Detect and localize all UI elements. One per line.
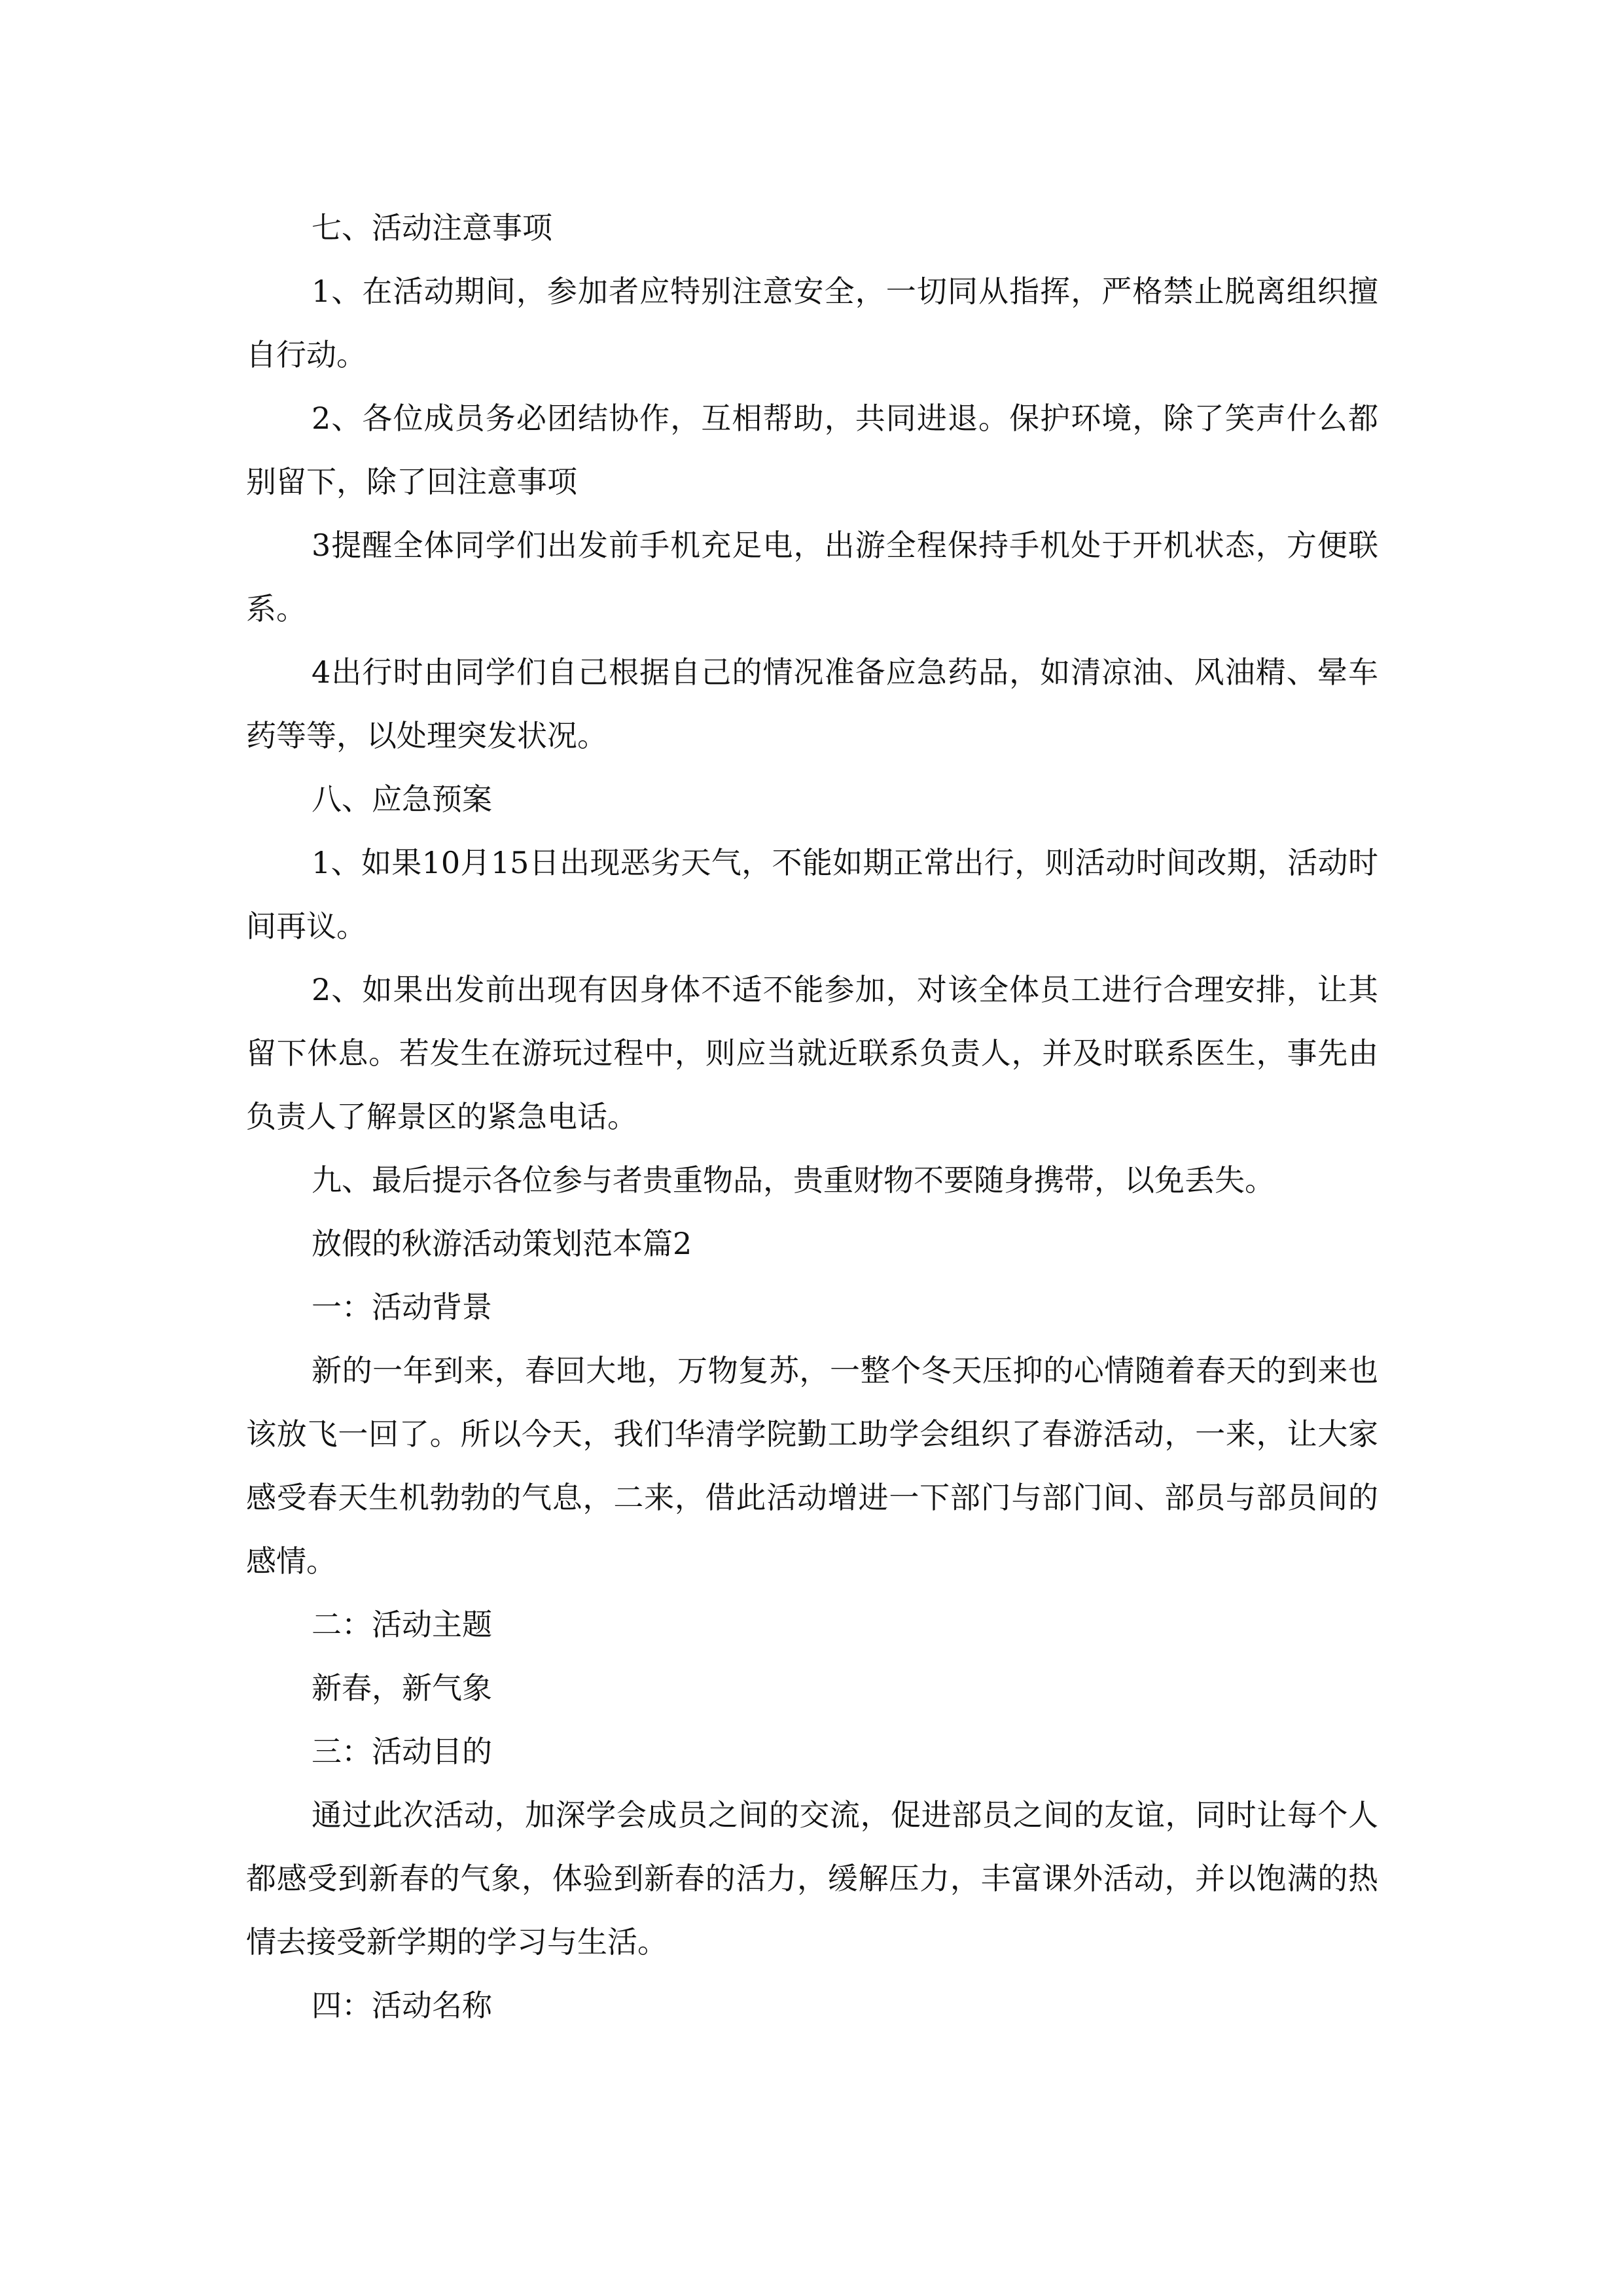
section-heading-theme: 二：活动主题 (312, 1607, 492, 1642)
paragraph: 4出行时由同学们自己根据自己的情况准备应急药品，如清凉油、风油精、晕车药等等，以处理突发状况。 (246, 655, 1378, 753)
paragraph: 2、如果出发前出现有因身体不适不能参加，对该全体员工进行合理安排，让其留下休息。若发生在游玩过程中，则应当就近联系负责人，并及时联系医生，事先由负责人了解景区的紧急电话。 (246, 972, 1378, 1134)
paragraph: 1、在活动期间，参加者应特别注意安全，一切同从指挥，严格禁止脱离组织擅自行动。 (246, 274, 1378, 372)
paragraph: 新的一年到来，春回大地，万物复苏，一整个冬天压抑的心情随着春天的到来也该放飞一回了。所以今天，我们华清学院勤工助学会组织了春游活动，一来，让大家感受春天生机勃勃的气息，二来，借此活动增进一下部门与部门间、部员与部员间的感情。 (246, 1353, 1378, 1579)
section-heading-background: 一：活动背景 (312, 1289, 492, 1325)
paragraph: 2、各位成员务必团结协作，互相帮助，共同进退。保护环境，除了笑声什么都别留下，除了回注意事项 (246, 401, 1378, 499)
section-heading-purpose: 三：活动目的 (312, 1734, 492, 1769)
section-heading-emergency-plan: 八、应急预案 (312, 781, 492, 817)
section-heading-name: 四：活动名称 (312, 1988, 492, 2023)
document-body (246, 196, 1378, 2037)
paragraph: 3提醒全体同学们出发前手机充足电，出游全程保持手机处于开机状态，方便联系。 (246, 528, 1378, 626)
paragraph: 九、最后提示各位参与者贵重物品，贵重财物不要随身携带，以免丢失。 (312, 1162, 1275, 1198)
paragraph: 通过此次活动，加深学会成员之间的交流，促进部员之间的友谊，同时让每个人都感受到新春的气象，体验到新春的活力，缓解压力，丰富课外活动，并以饱满的热情去接受新学期的学习与生活。 (246, 1797, 1378, 1960)
paragraph: 1、如果10月15日出现恶劣天气，不能如期正常出行，则活动时间改期，活动时间再议。 (246, 845, 1378, 944)
paragraph: 新春，新气象 (312, 1670, 492, 1706)
article-title: 放假的秋游活动策划范本篇2 (312, 1226, 692, 1261)
section-heading-precautions: 七、活动注意事项 (312, 210, 552, 245)
